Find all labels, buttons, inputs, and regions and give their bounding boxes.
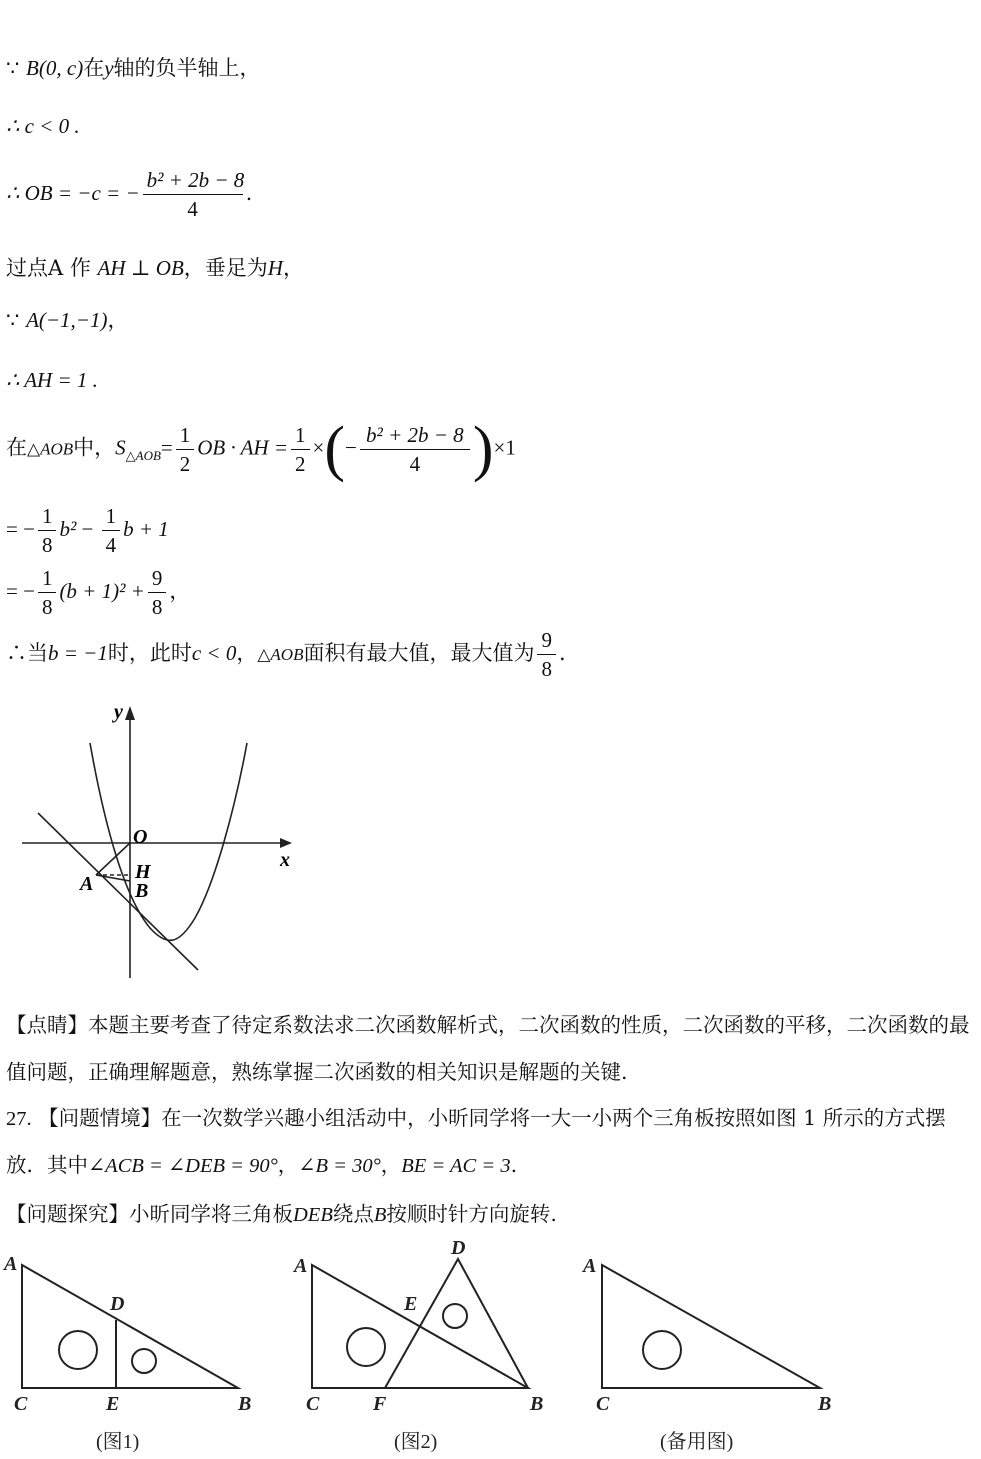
times: × [312, 435, 325, 460]
ob-expression: ∴ OB = −c = − [6, 181, 140, 206]
ob-ah-expr: OB · AH = [197, 435, 289, 460]
text: 时，此时 [107, 641, 192, 666]
label-o: O [133, 826, 148, 848]
problem-number: 27. [6, 1108, 32, 1130]
triangle-aob: △AOB [27, 439, 74, 459]
fig2-label-e: E [404, 1293, 418, 1315]
problem-line-3 [6, 1202, 557, 1228]
fig2-label-a: A [294, 1255, 308, 1277]
denominator: 4 [409, 451, 421, 476]
text: ， [277, 1153, 299, 1177]
fig2-caption: (图2) [394, 1431, 438, 1453]
area-subscript: △AOB [125, 447, 161, 463]
text: 放．其中 [6, 1153, 88, 1177]
axis-y: y [104, 56, 114, 80]
numerator: 1 [176, 423, 195, 450]
line-1 [6, 56, 261, 81]
fig2-label-c: C [306, 1393, 320, 1415]
fraction [148, 566, 167, 619]
line-3 [6, 168, 252, 221]
fraction [537, 628, 556, 681]
text: 面积有最大值，最大值为 [303, 641, 535, 666]
x-axis-arrow [280, 838, 292, 848]
denominator: 4 [187, 197, 198, 222]
fraction [38, 566, 57, 619]
point-b: B [373, 1204, 387, 1226]
tail-expr: b + 1 [123, 517, 169, 542]
text: ， [282, 256, 304, 280]
denominator: 8 [41, 595, 53, 620]
numerator: 1 [38, 566, 57, 593]
text: 过点A 作 [6, 256, 91, 280]
point-h: H [267, 256, 283, 280]
text: ， [380, 1153, 402, 1177]
text: 中， [73, 435, 116, 460]
fig2-small-hole [443, 1304, 467, 1328]
fraction [360, 423, 470, 476]
fig1-big-hole [59, 1331, 97, 1369]
comment-paragraph: 【点睛】本题主要考查了待定系数法求二次函数解析式，二次函数的性质，二次函数的平移，二次函数的最值问题，正确理解题意，熟练掌握二次函数的相关知识是解题的关键. [6, 1013, 970, 1084]
angle-b-expr: ∠B = 30° [298, 1155, 381, 1177]
text: 在 [6, 435, 27, 460]
because-symbol: ∵ [6, 56, 27, 80]
numerator: 9 [537, 628, 556, 655]
line-5 [6, 308, 128, 333]
fig2-label-d: D [451, 1238, 466, 1259]
fig3-label-a: A [583, 1255, 597, 1277]
triangle-figures [0, 1238, 981, 1458]
y-axis-arrow [125, 706, 135, 720]
numerator: 9 [148, 566, 167, 593]
times-one: ×1 [493, 435, 516, 460]
numerator: b² + 2b − 8 [360, 423, 470, 450]
point-b: B(0, c) [26, 56, 84, 80]
line-9: = − $\frac{1}{8}$ (b + 1)² + $\frac{9}{8}$ ， [6, 566, 191, 620]
numerator: 1 [291, 423, 310, 450]
fig2-label-f: F [373, 1393, 387, 1415]
fig1-label-a: A [4, 1253, 18, 1275]
text: ∴当 [6, 641, 48, 666]
line-7: 在△AOB中，$S_{\triangle AOB}=$ $\frac{1}{2}$ OB · AH = $\frac{1}{2}$ ×(− $\frac{\text{b² + 2b − 8}}{4}$ )×1 [6, 415, 516, 483]
segment-ab [96, 875, 130, 881]
fig1-label-b: B [238, 1393, 252, 1415]
text: 【问题探究】小昕同学将三角板 [6, 1202, 293, 1226]
fraction-half [176, 423, 195, 476]
text: 绕点 [332, 1202, 374, 1226]
fig3-label-b: B [818, 1393, 832, 1415]
triangle-deb: DEB [293, 1204, 333, 1226]
area-symbol: S [115, 435, 126, 460]
label-y: y [114, 701, 123, 723]
triangle-aob: △AOB [257, 645, 304, 665]
text: 【问题情境】在一次数学兴趣小组活动中，小昕同学将一大一小两个三角板按照如图 1 所示的方式摆 [38, 1106, 946, 1130]
label-a: A [80, 873, 94, 895]
denominator: 2 [179, 451, 191, 476]
fig1-small-hole [132, 1349, 156, 1373]
problem-line-1 [6, 1106, 946, 1132]
fig1-big-triangle [22, 1265, 238, 1388]
denominator: 8 [41, 533, 53, 558]
line-10 [6, 628, 566, 681]
numerator: b² + 2b − 8 [143, 168, 243, 195]
fraction [102, 504, 121, 557]
right-paren: ) [472, 415, 494, 483]
fraction [38, 504, 57, 557]
text: ，垂足为 [183, 256, 268, 280]
period: . [558, 641, 566, 666]
fraction-half [291, 423, 310, 476]
fig1-caption: (图1) [96, 1431, 140, 1453]
text: 轴的负半轴上， [113, 56, 261, 80]
fig2-small-triangle [385, 1259, 528, 1388]
denominator: 8 [151, 595, 163, 620]
text: 在 [83, 56, 105, 80]
numerator: 1 [102, 504, 121, 531]
label-h: H [135, 861, 151, 883]
line-2: ∴ c < 0 . [6, 114, 80, 138]
line-4 [6, 256, 304, 281]
problem-line-2 [6, 1153, 517, 1179]
line-8: = − $\frac{1}{8}$ b² − $\frac{1}{4}$ b + 1 [6, 504, 169, 558]
fig1-label-d: D [110, 1293, 125, 1315]
c-condition: c < 0 [191, 641, 237, 666]
b-value: b = −1 [48, 641, 108, 666]
text: ， [107, 308, 129, 332]
text: 按顺时针方向旋转. [386, 1202, 557, 1226]
fraction [143, 168, 243, 221]
square-expr: (b + 1)² + [59, 579, 145, 604]
parabola-curve [90, 743, 247, 940]
label-x: x [280, 849, 290, 871]
b-squared: b² [59, 517, 77, 542]
fig1-label-c: C [14, 1393, 28, 1415]
denominator: 2 [295, 451, 306, 476]
numerator: 1 [38, 504, 57, 531]
point-a: A(−1,−1) [26, 308, 108, 332]
because-symbol: ∵ [6, 308, 20, 332]
denominator: 8 [541, 657, 552, 682]
left-paren: ( [324, 415, 346, 483]
text: ， [169, 579, 191, 604]
line-6: ∴ AH = 1 . [6, 368, 98, 392]
text: ， [236, 641, 258, 666]
angle-expr: ∠ACB = ∠DEB = 90° [88, 1155, 278, 1177]
period: . [510, 1153, 518, 1177]
length-expr: BE = AC = 3 [401, 1155, 511, 1177]
label-b: B [135, 880, 149, 902]
perpendicular-expr: AH ⊥ OB [97, 256, 184, 280]
period: . [245, 181, 253, 206]
fig3-caption: (备用图) [660, 1431, 734, 1453]
denominator: 4 [105, 533, 117, 558]
fig1-label-e: E [106, 1393, 120, 1415]
function-graph [0, 698, 320, 988]
fig2-label-b: B [530, 1393, 544, 1415]
straight-line [38, 813, 198, 970]
fig3-label-c: C [596, 1393, 610, 1415]
fig2-big-hole [347, 1328, 385, 1366]
fig3-hole [643, 1331, 681, 1369]
fig3-big-triangle [602, 1265, 820, 1388]
equals: = [160, 435, 173, 460]
